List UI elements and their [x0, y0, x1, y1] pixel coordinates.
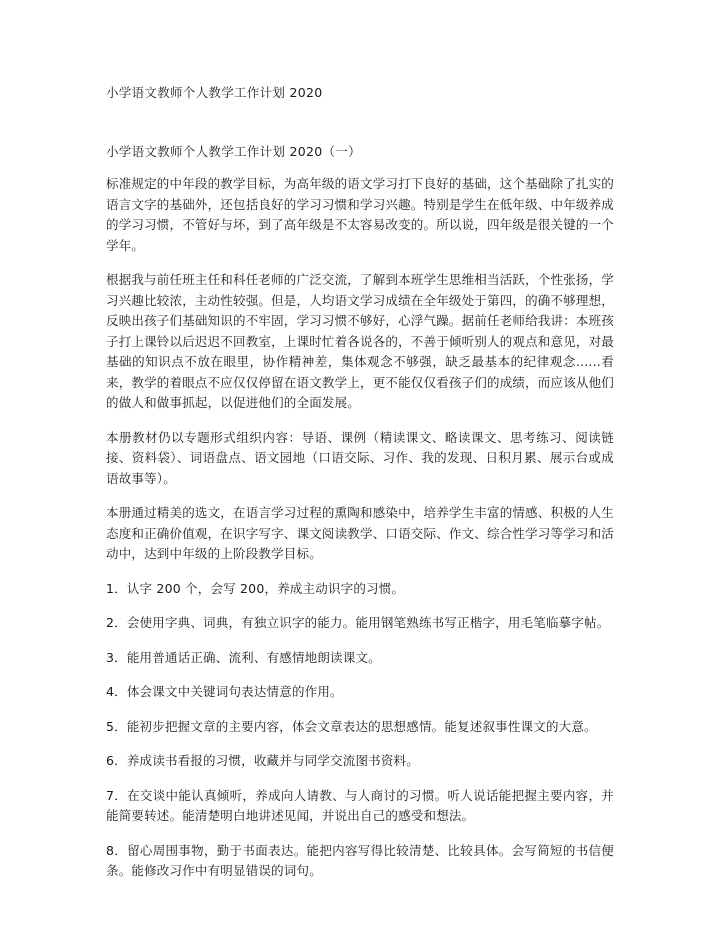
list-item: 6．养成读书看报的习惯，收藏并与同学交流图书资料。: [106, 753, 419, 768]
list-item: 4．体会课文中关键词句表达情意的作用。: [106, 684, 343, 699]
paragraph: 根据我与前任班主任和科任老师的广泛交流，了解到本班学生思维相当活跃，个性张扬，学习兴趣比较浓，主动性较强。但是，人均语文学习成绩在全年级处于第四，的确不够理想，反映出孩子们基础知识的不牢固，学习习惯不够好，心浮气躁。据前任老师给我讲：本班孩子打上课铃以后迟迟不回教室，上课时忙着各说各的，不善于倾听别人的观点和意见，对最基础的知识点不放在眼里，协作精神差，集体观念不够强，缺乏最基本的纪律观念......看来，教学的着眼点不应仅仅停留在语文教学上，更不能仅仅看孩子们的成绩，而应该从他们的做人和做事抓起，以促进他们的全面发展。: [106, 272, 615, 410]
list-item: 8．留心周围事物，勤于书面表达。能把内容写得比较清楚、比较具体。会写简短的书信便条。能修改习作中有明显错误的词句。: [106, 842, 614, 878]
section-title: 小学语文教师个人教学工作计划 2020（一）: [106, 144, 361, 159]
document-title: 小学语文教师个人教学工作计划 2020: [106, 85, 323, 100]
list-item: 3．能用普通话正确、流利、有感情地朗读课文。: [106, 649, 381, 665]
list-item: 7．在交谈中能认真倾听，养成向人请教、与人商讨的习惯。听人说话能把握主要内容，并能简要转述。能清楚明白地讲述见闻，并说出自己的感受和想法。: [106, 787, 614, 823]
paragraph: 本册教材仍以专题形式组织内容：导语、课例（精读课文、略读课文、思考练习、阅读链接、资料袋）、词语盘点、语文园地（口语交际、习作、我的发现、日积月累、展示台或成语故事等）。: [106, 429, 614, 486]
list-item: 1．认字 200 个，会写 200，养成主动识字的习惯。: [106, 580, 405, 596]
document-body: [106, 174, 614, 896]
list-item: 2．会使用字典、词典，有独立识字的能力。能用钢笔熟练书写正楷字，用毛笔临摹字帖。: [106, 615, 610, 630]
paragraph: 本册通过精美的选文，在语言学习过程的熏陶和感染中，培养学生丰富的情感、积极的人生态度和正确价值观，在识字写字、课文阅读教学、口语交际、作文、综合性学习等学习和活动中，达到中年级的上阶段教学目标。: [106, 505, 615, 561]
paragraph: 标准规定的中年段的教学目标，为高年级的语文学习打下良好的基础，这个基础除了扎实的语言文字的基础外，还包括良好的学习习惯和学习兴趣。特别是学生在低年级、中年级养成的学习习惯，不管好与坏，到了高年级是不太容易改变的。所以说，四年级是很关键的一个学年。: [106, 176, 615, 253]
list-item: 5．能初步把握文章的主要内容，体会文章表达的思想感情。能复述叙事性课文的大意。: [106, 718, 597, 734]
